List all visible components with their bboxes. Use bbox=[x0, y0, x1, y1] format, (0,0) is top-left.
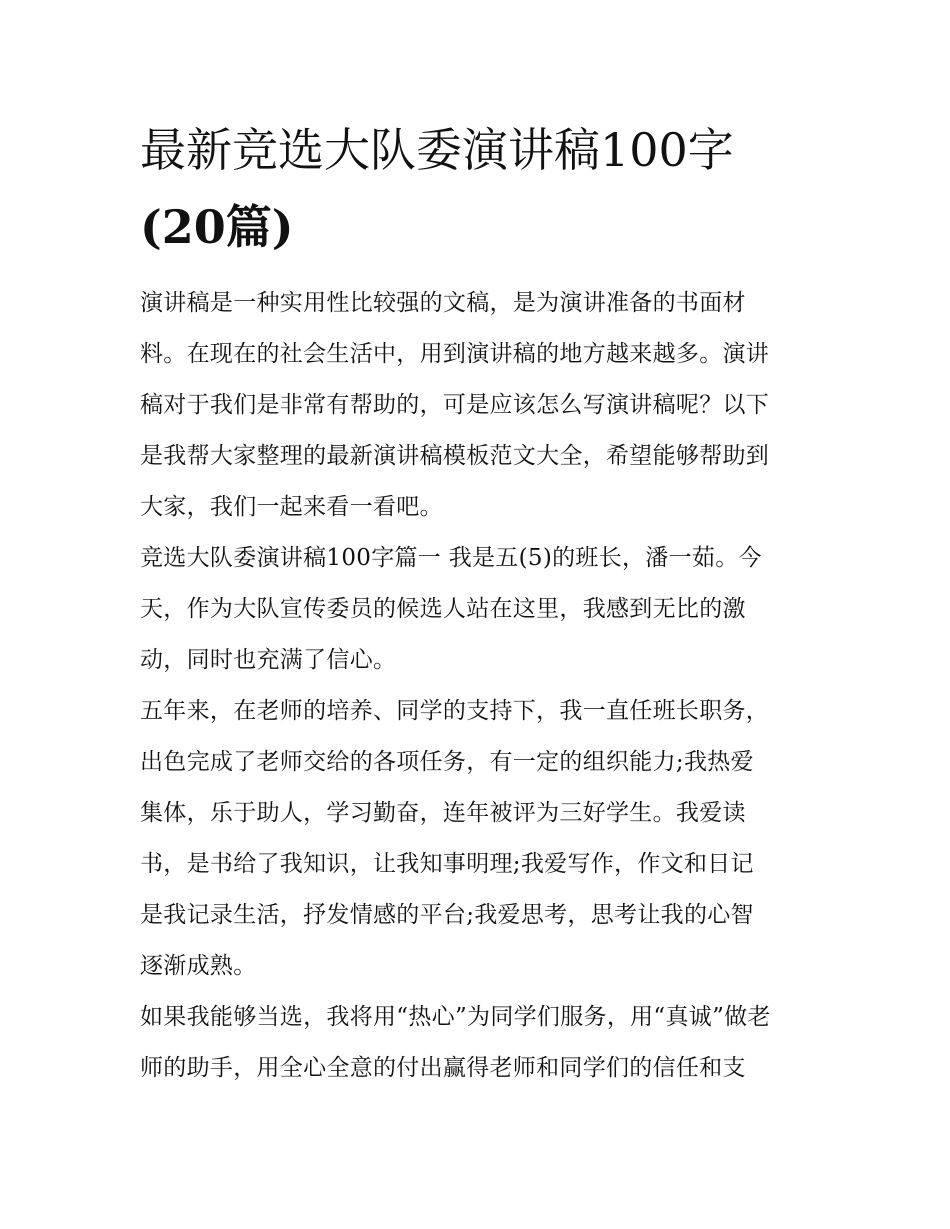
paragraph-line: 出色完成了老师交给的各项任务，有一定的组织能力;我热爱 bbox=[140, 749, 754, 775]
title-line-2: (20篇) bbox=[140, 200, 294, 254]
paragraph-line: 大家，我们一起来看一看吧。 bbox=[140, 494, 443, 520]
paragraph-line: 料。在现在的社会生活中，用到演讲稿的地方越来越多。演讲 bbox=[140, 341, 770, 367]
title-line-1: 最新竞选大队委演讲稿100字 bbox=[140, 123, 734, 177]
paragraph-line: 动，同时也充满了信心。 bbox=[140, 647, 397, 673]
paragraph-line: 演讲稿是一种实用性比较强的文稿，是为演讲准备的书面材 bbox=[140, 290, 746, 316]
paragraph-line: 竞选大队委演讲稿100字篇一 我是五(5)的班长，潘一茹。今 bbox=[140, 545, 762, 571]
document-title bbox=[140, 112, 820, 266]
paragraph-intro bbox=[140, 278, 820, 533]
paragraph-line: 逐渐成熟。 bbox=[140, 953, 257, 979]
paragraph-line: 是我记录生活，抒发情感的平台;我爱思考，思考让我的心智 bbox=[140, 902, 754, 928]
paragraph-line: 是我帮大家整理的最新演讲稿模板范文大全，希望能够帮助到 bbox=[140, 443, 770, 469]
paragraph-line: 五年来，在老师的培养、同学的支持下，我一直任班长职务， bbox=[140, 698, 770, 724]
paragraph-line: 稿对于我们是非常有帮助的，可是应该怎么写演讲稿呢？以下 bbox=[140, 392, 770, 418]
paragraph-speech-1-pledge bbox=[140, 992, 820, 1094]
paragraph-line: 师的助手，用全心全意的付出赢得老师和同学们的信任和支 bbox=[140, 1055, 746, 1081]
document-body bbox=[140, 278, 820, 1094]
paragraph-line: 如果我能够当选，我将用“热心”为同学们服务，用“真诚”做老 bbox=[140, 1004, 771, 1030]
paragraph-speech-1-opening bbox=[140, 533, 820, 686]
paragraph-line: 天，作为大队宣传委员的候选人站在这里，我感到无比的激 bbox=[140, 596, 746, 622]
paragraph-line: 书，是书给了我知识，让我知事明理;我爱写作，作文和日记 bbox=[140, 851, 754, 877]
paragraph-line: 集体，乐于助人，学习勤奋，连年被评为三好学生。我爱读 bbox=[140, 800, 746, 826]
paragraph-speech-1-experience bbox=[140, 686, 820, 992]
